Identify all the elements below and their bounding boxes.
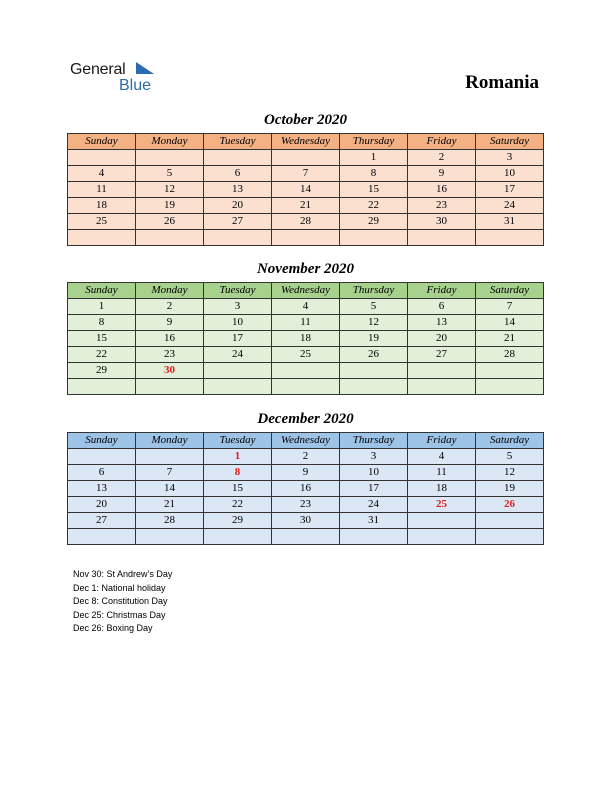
weekday-header-row bbox=[68, 134, 544, 150]
day-cell: 23 bbox=[408, 198, 476, 214]
day-cell: 27 bbox=[408, 347, 476, 363]
day-cell: 26 bbox=[340, 347, 408, 363]
weekday-header: Sunday bbox=[68, 134, 136, 150]
holiday-note: Dec 26: Boxing Day bbox=[73, 623, 153, 634]
holiday-note: Nov 30: St Andrew’s Day bbox=[73, 569, 173, 579]
week-row bbox=[68, 449, 544, 465]
day-cell: 30 bbox=[136, 363, 204, 379]
weekday-header: Tuesday bbox=[204, 283, 272, 299]
day-cell bbox=[408, 230, 476, 246]
day-cell: 24 bbox=[476, 198, 544, 214]
day-cell bbox=[136, 449, 204, 465]
logo bbox=[70, 61, 160, 97]
weekday-header: Wednesday bbox=[272, 433, 340, 449]
week-row bbox=[68, 182, 544, 198]
day-cell: 13 bbox=[204, 182, 272, 198]
day-cell: 10 bbox=[476, 166, 544, 182]
day-cell bbox=[68, 230, 136, 246]
month-title-december: December 2020 bbox=[257, 411, 354, 427]
day-cell: 4 bbox=[408, 449, 476, 465]
day-cell bbox=[68, 529, 136, 545]
logo-triangle-icon bbox=[136, 62, 154, 76]
day-cell: 4 bbox=[68, 166, 136, 182]
week-row bbox=[68, 315, 544, 331]
day-cell: 4 bbox=[272, 299, 340, 315]
day-cell: 29 bbox=[68, 363, 136, 379]
day-cell: 22 bbox=[68, 347, 136, 363]
day-cell: 30 bbox=[408, 214, 476, 230]
day-cell: 26 bbox=[136, 214, 204, 230]
day-cell: 10 bbox=[340, 465, 408, 481]
day-cell bbox=[204, 379, 272, 395]
day-cell: 9 bbox=[272, 465, 340, 481]
day-cell: 16 bbox=[408, 182, 476, 198]
day-cell bbox=[476, 529, 544, 545]
calendar-body bbox=[68, 449, 544, 545]
weekday-header: Thursday bbox=[340, 283, 408, 299]
weekday-header: Thursday bbox=[340, 433, 408, 449]
week-row bbox=[68, 465, 544, 481]
day-cell: 28 bbox=[136, 513, 204, 529]
day-cell: 27 bbox=[204, 214, 272, 230]
day-cell: 8 bbox=[340, 166, 408, 182]
day-cell: 16 bbox=[136, 331, 204, 347]
week-row bbox=[68, 299, 544, 315]
day-cell bbox=[204, 363, 272, 379]
weekday-header: Friday bbox=[408, 283, 476, 299]
day-cell: 9 bbox=[136, 315, 204, 331]
day-cell: 29 bbox=[340, 214, 408, 230]
weekday-header: Monday bbox=[136, 433, 204, 449]
day-cell: 5 bbox=[476, 449, 544, 465]
holiday-note: Dec 25: Christmas Day bbox=[73, 609, 166, 620]
week-row bbox=[68, 166, 544, 182]
calendar-body bbox=[68, 299, 544, 395]
day-cell bbox=[408, 513, 476, 529]
day-cell: 2 bbox=[136, 299, 204, 315]
day-cell: 12 bbox=[340, 315, 408, 331]
day-cell: 11 bbox=[272, 315, 340, 331]
day-cell bbox=[136, 529, 204, 545]
day-cell bbox=[476, 513, 544, 529]
week-row bbox=[68, 214, 544, 230]
day-cell: 20 bbox=[204, 198, 272, 214]
day-cell bbox=[476, 230, 544, 246]
day-cell: 18 bbox=[408, 481, 476, 497]
day-cell: 22 bbox=[340, 198, 408, 214]
day-cell bbox=[340, 363, 408, 379]
week-row bbox=[68, 230, 544, 246]
day-cell: 1 bbox=[340, 150, 408, 166]
day-cell bbox=[68, 449, 136, 465]
weekday-header: Wednesday bbox=[272, 134, 340, 150]
day-cell: 19 bbox=[476, 481, 544, 497]
day-cell bbox=[340, 230, 408, 246]
day-cell: 20 bbox=[68, 497, 136, 513]
day-cell: 28 bbox=[476, 347, 544, 363]
day-cell bbox=[204, 230, 272, 246]
day-cell: 2 bbox=[272, 449, 340, 465]
day-cell: 20 bbox=[408, 331, 476, 347]
day-cell: 3 bbox=[204, 299, 272, 315]
day-cell: 15 bbox=[340, 182, 408, 198]
holiday-notes bbox=[73, 568, 172, 636]
weekday-header: Monday bbox=[136, 134, 204, 150]
day-cell: 11 bbox=[408, 465, 476, 481]
week-row bbox=[68, 150, 544, 166]
day-cell: 31 bbox=[476, 214, 544, 230]
day-cell: 7 bbox=[136, 465, 204, 481]
day-cell: 3 bbox=[340, 449, 408, 465]
week-row bbox=[68, 497, 544, 513]
day-cell bbox=[272, 363, 340, 379]
day-cell: 7 bbox=[272, 166, 340, 182]
day-cell bbox=[68, 379, 136, 395]
day-cell: 16 bbox=[272, 481, 340, 497]
day-cell: 14 bbox=[476, 315, 544, 331]
day-cell: 21 bbox=[272, 198, 340, 214]
day-cell bbox=[272, 150, 340, 166]
weekday-header: Saturday bbox=[476, 433, 544, 449]
day-cell: 17 bbox=[476, 182, 544, 198]
day-cell: 5 bbox=[136, 166, 204, 182]
week-row bbox=[68, 481, 544, 497]
day-cell: 10 bbox=[204, 315, 272, 331]
day-cell: 12 bbox=[476, 465, 544, 481]
day-cell: 13 bbox=[68, 481, 136, 497]
weekday-header: Thursday bbox=[340, 134, 408, 150]
day-cell: 12 bbox=[136, 182, 204, 198]
day-cell bbox=[272, 230, 340, 246]
day-cell: 19 bbox=[136, 198, 204, 214]
holiday-note: Dec 1: National holiday bbox=[73, 582, 166, 593]
day-cell bbox=[204, 529, 272, 545]
day-cell: 25 bbox=[408, 497, 476, 513]
day-cell: 23 bbox=[272, 497, 340, 513]
month-title-november: November 2020 bbox=[256, 261, 355, 277]
weekday-header: Monday bbox=[136, 283, 204, 299]
day-cell bbox=[340, 379, 408, 395]
week-row bbox=[68, 331, 544, 347]
day-cell bbox=[476, 363, 544, 379]
day-cell: 14 bbox=[136, 481, 204, 497]
calendar-november bbox=[67, 282, 544, 395]
weekday-header: Sunday bbox=[68, 433, 136, 449]
day-cell bbox=[136, 379, 204, 395]
day-cell bbox=[204, 150, 272, 166]
day-cell: 22 bbox=[204, 497, 272, 513]
day-cell: 8 bbox=[68, 315, 136, 331]
day-cell bbox=[408, 529, 476, 545]
day-cell: 18 bbox=[68, 198, 136, 214]
holiday-note: Dec 8: Constitution Day bbox=[73, 596, 168, 607]
day-cell: 25 bbox=[272, 347, 340, 363]
day-cell: 18 bbox=[272, 331, 340, 347]
weekday-header: Tuesday bbox=[204, 134, 272, 150]
day-cell: 6 bbox=[204, 166, 272, 182]
weekday-header-row bbox=[68, 283, 544, 299]
day-cell bbox=[476, 379, 544, 395]
weekday-header: Friday bbox=[408, 433, 476, 449]
day-cell bbox=[272, 379, 340, 395]
day-cell: 27 bbox=[68, 513, 136, 529]
day-cell: 11 bbox=[68, 182, 136, 198]
day-cell bbox=[408, 379, 476, 395]
day-cell: 23 bbox=[136, 347, 204, 363]
day-cell bbox=[272, 529, 340, 545]
day-cell: 15 bbox=[68, 331, 136, 347]
country-title: Romania bbox=[465, 72, 539, 93]
day-cell: 25 bbox=[68, 214, 136, 230]
day-cell: 2 bbox=[408, 150, 476, 166]
day-cell: 31 bbox=[340, 513, 408, 529]
day-cell: 3 bbox=[476, 150, 544, 166]
week-row bbox=[68, 347, 544, 363]
weekday-header: Tuesday bbox=[204, 433, 272, 449]
day-cell bbox=[340, 529, 408, 545]
day-cell: 17 bbox=[340, 481, 408, 497]
day-cell: 21 bbox=[136, 497, 204, 513]
day-cell bbox=[136, 230, 204, 246]
day-cell bbox=[408, 363, 476, 379]
weekday-header: Sunday bbox=[68, 283, 136, 299]
week-row bbox=[68, 198, 544, 214]
day-cell: 28 bbox=[272, 214, 340, 230]
day-cell: 6 bbox=[68, 465, 136, 481]
weekday-header: Saturday bbox=[476, 283, 544, 299]
week-row bbox=[68, 363, 544, 379]
week-row bbox=[68, 379, 544, 395]
day-cell: 17 bbox=[204, 331, 272, 347]
day-cell: 24 bbox=[340, 497, 408, 513]
day-cell: 13 bbox=[408, 315, 476, 331]
day-cell: 8 bbox=[204, 465, 272, 481]
day-cell: 1 bbox=[204, 449, 272, 465]
day-cell: 24 bbox=[204, 347, 272, 363]
day-cell: 15 bbox=[204, 481, 272, 497]
day-cell: 29 bbox=[204, 513, 272, 529]
day-cell: 6 bbox=[408, 299, 476, 315]
calendar-october bbox=[67, 133, 544, 246]
week-row bbox=[68, 529, 544, 545]
weekday-header: Wednesday bbox=[272, 283, 340, 299]
month-title-october: October 2020 bbox=[264, 112, 347, 128]
logo-blue-text: Blue bbox=[119, 77, 152, 94]
day-cell: 14 bbox=[272, 182, 340, 198]
weekday-header: Friday bbox=[408, 134, 476, 150]
day-cell bbox=[136, 150, 204, 166]
week-row bbox=[68, 513, 544, 529]
calendar-body bbox=[68, 150, 544, 246]
day-cell bbox=[68, 150, 136, 166]
day-cell: 19 bbox=[340, 331, 408, 347]
day-cell: 26 bbox=[476, 497, 544, 513]
day-cell: 9 bbox=[408, 166, 476, 182]
day-cell: 5 bbox=[340, 299, 408, 315]
calendar-december bbox=[67, 432, 544, 545]
day-cell: 1 bbox=[68, 299, 136, 315]
weekday-header-row bbox=[68, 433, 544, 449]
logo-general-text: General bbox=[70, 61, 126, 78]
day-cell: 21 bbox=[476, 331, 544, 347]
weekday-header: Saturday bbox=[476, 134, 544, 150]
day-cell: 30 bbox=[272, 513, 340, 529]
day-cell: 7 bbox=[476, 299, 544, 315]
